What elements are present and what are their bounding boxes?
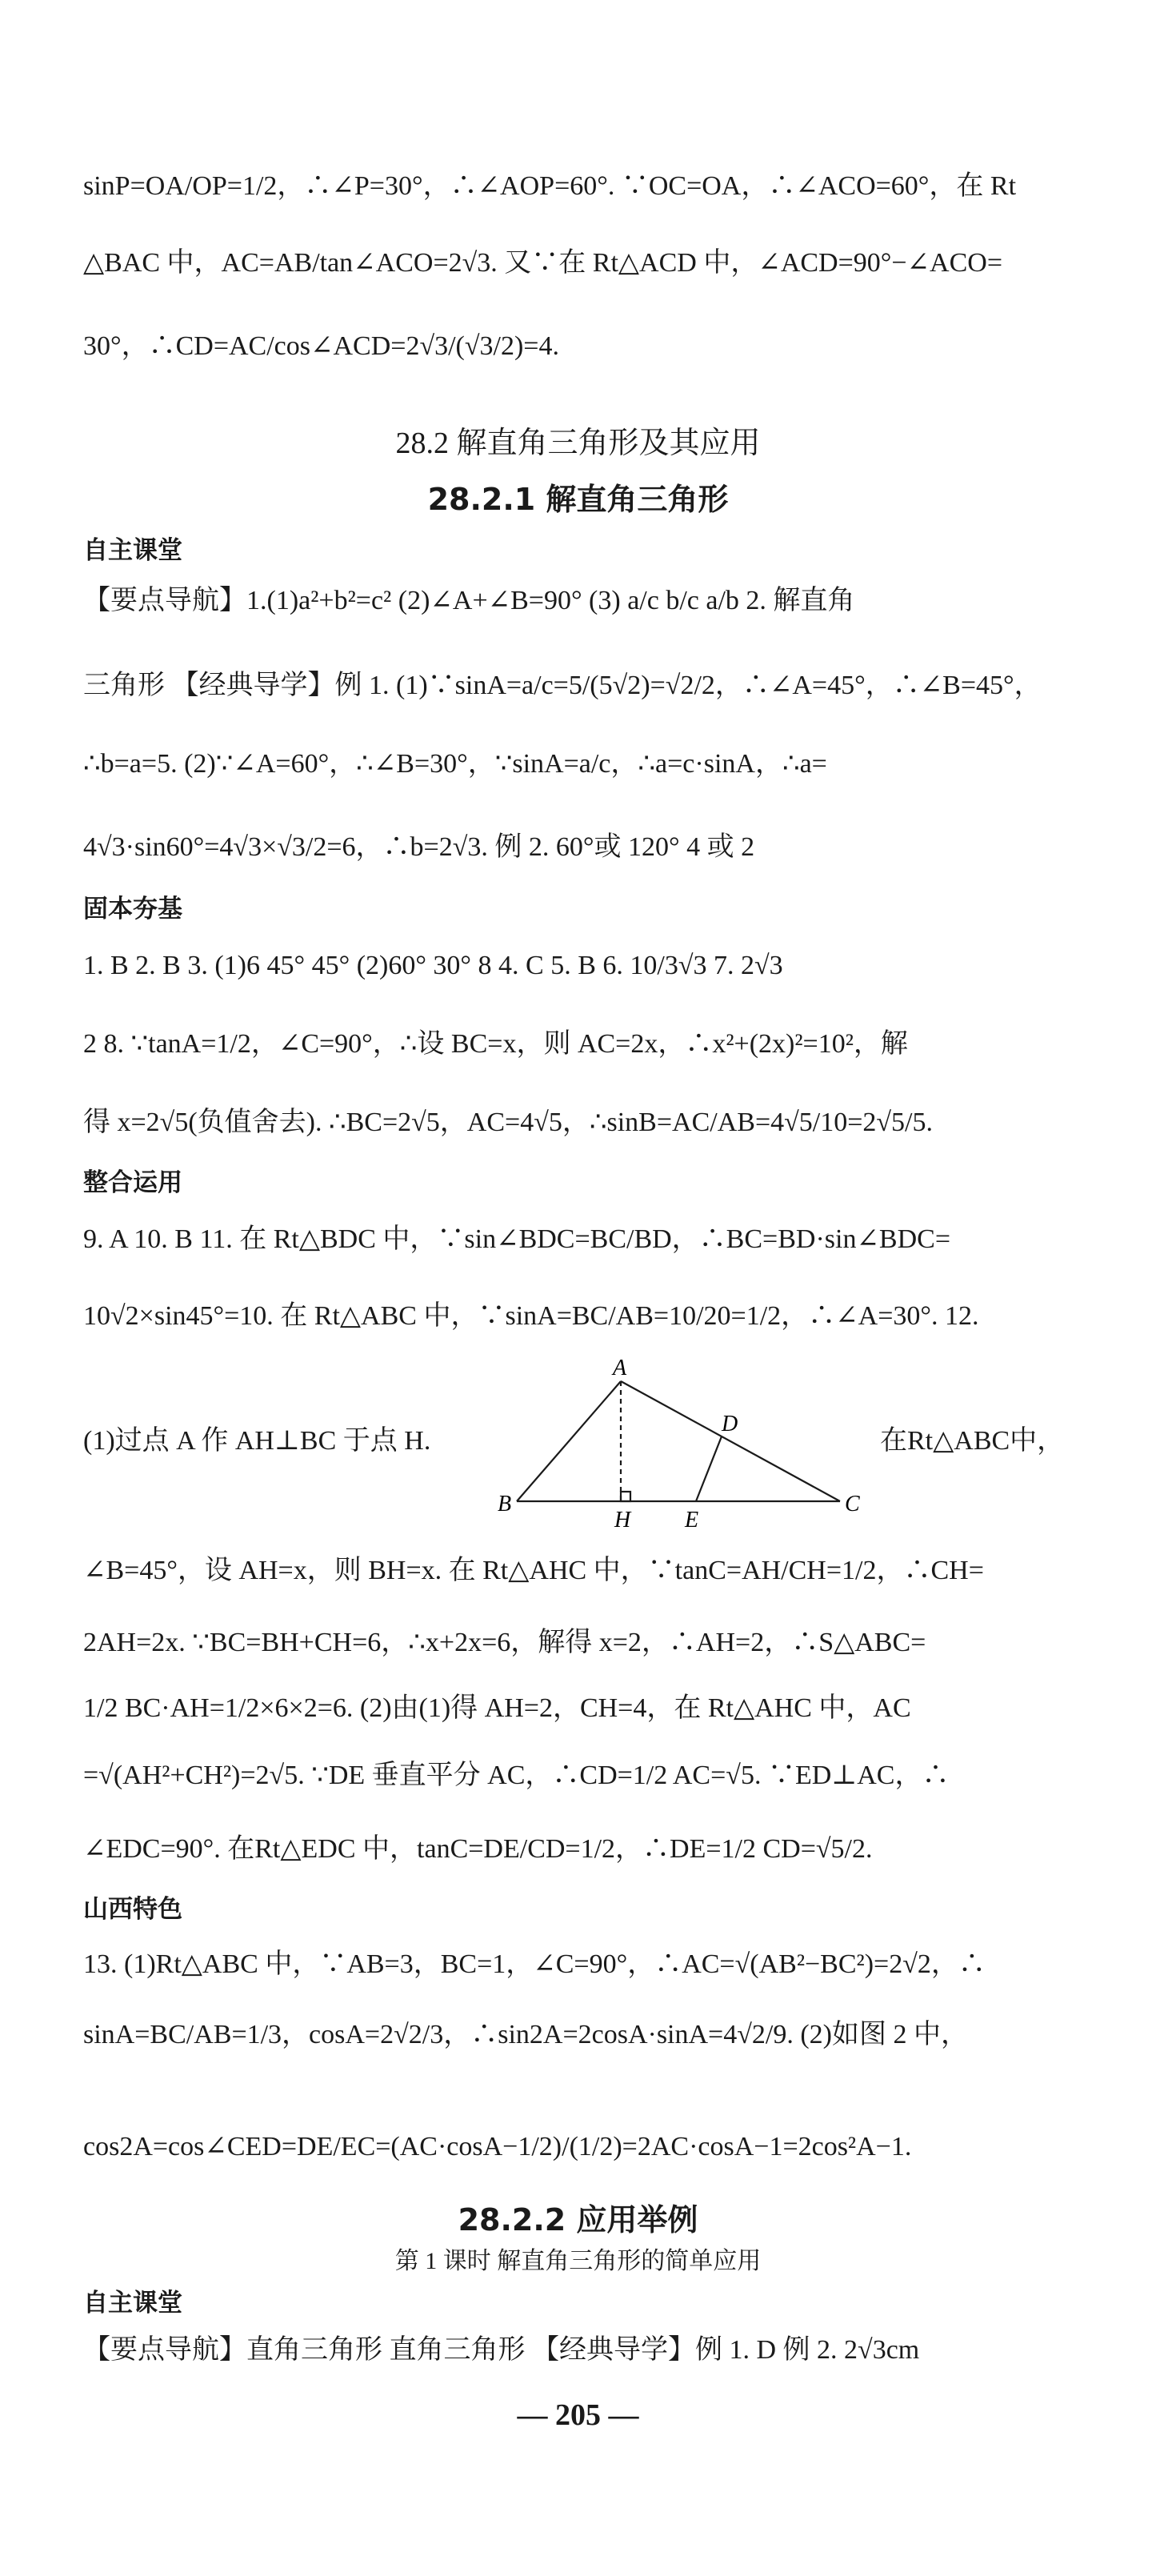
label-a: A <box>613 1356 627 1380</box>
figure-caption-left: (1)过点 A 作 AH⊥BC 于点 H. <box>83 1426 431 1456</box>
text-line: 9. A 10. B 11. 在 Rt△BDC 中，∵sin∠BDC=BC/BD，∴BC=BD·sin∠BDC= <box>83 1224 951 1254</box>
lesson-title: 第 1 课时 解直角三角形的简单应用 <box>394 2248 762 2274</box>
text-line: 2AH=2x. ∵BC=BH+CH=6，∴x+2x=6，解得 x=2，∴AH=2，∴S△ABC= <box>83 1628 926 1657</box>
figure-caption-right: 在Rt△ABC中， <box>880 1426 1065 1456</box>
text-line: 1. B 2. B 3. (1)6 45° 45° (2)60° 30° 8 4. C 5. B 6. 10/3√3 7. 2√3 <box>83 951 783 980</box>
heading-zhenghe-yunyong: 整合运用 <box>83 1168 182 1197</box>
text-line: 【要点导航】直角三角形 直角三角形 【经典导学】例 1. D 例 2. 2√3cm <box>83 2335 920 2365</box>
text-line: ∠EDC=90°. 在Rt△EDC 中，tanC=DE/CD=1/2，∴DE=1/2 CD=√5/2. <box>83 1834 873 1864</box>
label-e: E <box>685 1508 699 1532</box>
text-line: ∠B=45°，设 AH=x，则 BH=x. 在 Rt△AHC 中，∵tanC=AH/CH=1/2，∴CH= <box>83 1556 984 1585</box>
heading-zizhu-ketang-2: 自主课堂 <box>83 2289 182 2318</box>
subsection-title: 28.2.1 解直角三角形 <box>427 482 729 517</box>
subsection-title: 28.2.2 应用举例 <box>458 2202 698 2237</box>
text-line: 30°，∴CD=AC/cos∠ACD=2√3/(√3/2)=4. <box>83 331 559 361</box>
label-c: C <box>845 1492 860 1516</box>
text-line: 4√3·sin60°=4√3×√3/2=6，∴b=2√3. 例 2. 60°或 120° 4 或 2 <box>83 832 755 862</box>
label-b: B <box>498 1492 512 1516</box>
label-d: D <box>722 1412 738 1436</box>
page-number: — 205 — <box>517 2398 639 2432</box>
text-line: 13. (1)Rt△ABC 中，∵AB=3，BC=1，∠C=90°，∴AC=√(AB²−BC²)=2√2，∴ <box>83 1949 986 1979</box>
label-h: H <box>614 1508 631 1532</box>
triangle-figure <box>496 1352 864 1536</box>
section-title: 28.2 解直角三角形及其应用 <box>395 427 761 460</box>
heading-shanxi-tese: 山西特色 <box>83 1895 182 1924</box>
text-line: =√(AH²+CH²)=2√5. ∵DE 垂直平分 AC，∴CD=1/2 AC=√5. ∵ED⊥AC，∴ <box>83 1761 950 1790</box>
text-line: 得 x=2√5(负值舍去). ∴BC=2√5，AC=4√5，∴sinB=AC/AB=4√5/10=2√5/5. <box>83 1108 934 1137</box>
text-line: cos2A=cos∠CED=DE/EC=(AC·cosA−1/2)/(1/2)=2AC·cosA−1=2cos²A−1. <box>83 2132 912 2161</box>
text-line: 2 8. ∵tanA=1/2，∠C=90°，∴设 BC=x，则 AC=2x，∴x²+(2x)²=10²，解 <box>83 1029 908 1059</box>
heading-zizhu-ketang: 自主课堂 <box>83 536 182 565</box>
text-line: 10√2×sin45°=10. 在 Rt△ABC 中，∵sinA=BC/AB=10/20=1/2，∴∠A=30°. 12. <box>83 1301 979 1331</box>
text-line: ∴b=a=5. (2)∵∠A=60°，∴∠B=30°，∵sinA=a/c，∴a=c·sinA，∴a= <box>83 749 827 779</box>
text-line: 【要点导航】1.(1)a²+b²=c² (2)∠A+∠B=90° (3) a/c b/c a/b 2. 解直角 <box>83 586 855 615</box>
text-line: sinP=OA/OP=1/2，∴∠P=30°，∴∠AOP=60°. ∵OC=OA，∴∠ACO=60°，在 Rt <box>83 171 1017 201</box>
text-line: △BAC 中，AC=AB/tan∠ACO=2√3. 又∵在 Rt△ACD 中，∠ACD=90°−∠ACO= <box>83 248 1003 278</box>
text-line: 1/2 BC·AH=1/2×6×2=6. (2)由(1)得 AH=2，CH=4，在 Rt△AHC 中，AC <box>83 1693 911 1723</box>
heading-guben-hangji: 固本夯基 <box>83 895 182 923</box>
text-line: sinA=BC/AB=1/3，cosA=2√2/3，∴sin2A=2cosA·sinA=4√2/9. (2)如图 2 中， <box>83 2020 968 2049</box>
text-line: 三角形 【经典导学】例 1. (1)∵sinA=a/c=5/(5√2)=√2/2，∴∠A=45°，∴∠B=45°， <box>83 671 1042 700</box>
